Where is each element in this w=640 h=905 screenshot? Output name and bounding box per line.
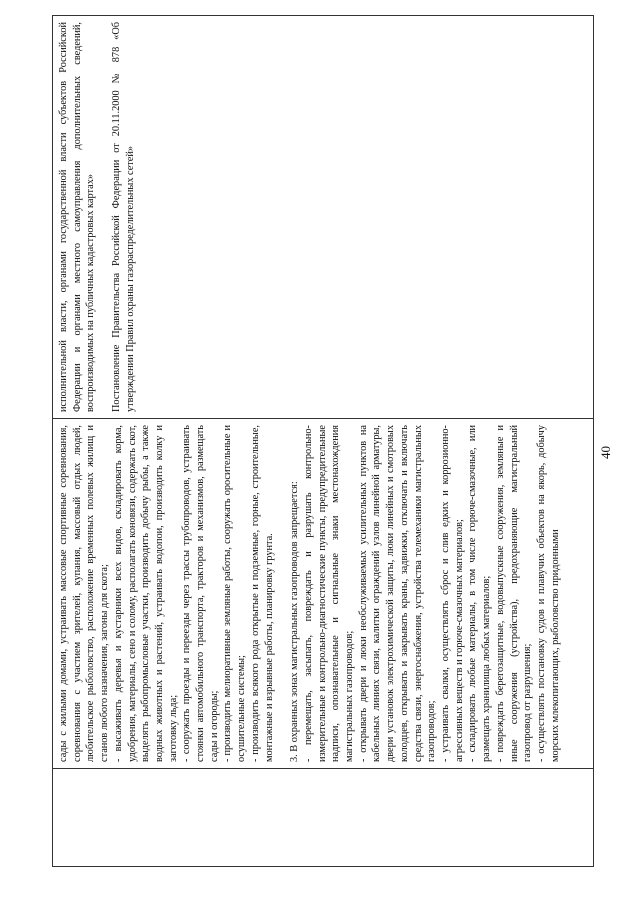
restriction-paragraph: - высаживать деревья и кустарники всех видов, складировать корма, удобрения, материалы, сено и солому, располагать коновязи, содержать скот, выделять рыбопромысловые участки, производить добычу рыбы, а также водных животных и растений, устраивать водопои, производить колку и заготовку льда; xyxy=(112,425,179,762)
page-number: 40 xyxy=(598,446,613,459)
section-heading: 3. В охранных зонах магистральных газопроводов запрещается: xyxy=(289,481,301,762)
table-cell-restrictions xyxy=(53,418,593,768)
restriction-paragraph: - открывать двери и люки необслуживаемых усилительных пунктов на кабельных линиях связи, калитки ограждений узлов линейной арматуры, двери установок электрохимической защиты, люки линейных и смотровых колодцев, открывать и закрывать краны, задвижки, отключать и включать средства связи, энергоснабжения, устройства телемеханики магистральных газопроводов; xyxy=(357,425,438,762)
restriction-paragraph: - осуществлять постановку судов и плавучих объектов на якорь, добычу морских млекопитающих, рыболовство придонными xyxy=(535,425,561,762)
restrictions-table xyxy=(52,15,594,867)
restriction-paragraph: сады с жилыми домами, устраивать массовые спортивные соревнования, соревнования с участием зрителей, купания, массовый отдых людей, любительское рыболовство, расположение временных полевых жилищ и станов любого назначения, загоны для скота; xyxy=(58,425,111,762)
restriction-paragraph: - повреждать берегозащитные, водовыпускные сооружения, земляные и иные сооружения (устройства), предохраняющие магистральный газопровод от разрушения; xyxy=(494,425,534,762)
restriction-paragraph: - складировать любые материалы, в том числе горюче-смазочные, или размещать хранилища любых материалов; xyxy=(467,425,493,762)
table-cell-legal-basis xyxy=(53,16,593,418)
legal-basis-paragraph: исполнительной власти, органами государственной власти субъектов Российской Федерации и органами местного самоуправления дополнительных сведений, воспроизводимых на публичных кадастровых картах» xyxy=(58,22,97,412)
restriction-paragraph: - перемещать, засыпать, повреждать и разрушать контрольно-измерительные и контрольно-диагностические пункты, предупредительные надписи, опознавательные и сигнальные знаки местонахождения магистральных газопроводов; xyxy=(302,425,356,762)
legal-basis-paragraph: Постановление Правительства Российской Федерации от 20.11.2000 № 878 «Об утверждении Правил охраны газораспределительных сетей» xyxy=(111,22,136,412)
restriction-paragraph: - производить мелиоративные земляные работы, сооружать оросительные и осушительные системы; xyxy=(222,425,248,762)
restriction-paragraph: - производить всякого рода открытые и подземные, горные, строительные, монтажные и взрывные работы, планировку грунта. xyxy=(249,425,275,762)
restriction-paragraph: - устраивать свалки, осуществлять сброс и слив едких и коррозионно-агрессивных веществ и горюче-смазочных материалов; xyxy=(439,425,465,762)
restriction-paragraph: - сооружать проезды и переезды через трассы трубопроводов, устраивать стоянки автомобильного транспорта, тракторов и механизмов, размещать сады и огороды; xyxy=(181,425,220,762)
table-cell-empty xyxy=(53,768,593,866)
